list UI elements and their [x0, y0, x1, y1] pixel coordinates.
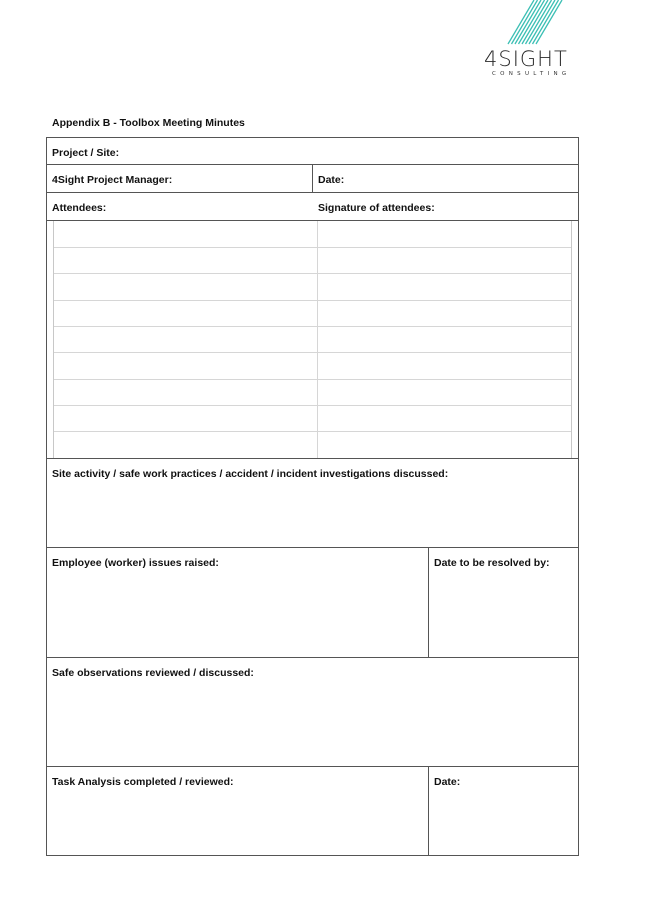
column-divider	[312, 165, 313, 192]
employee-issues-row	[46, 548, 579, 658]
project-site-label: Project / Site:	[52, 147, 120, 159]
site-activity-label: Site activity / safe work practices / accident / incident investigations discussed:	[52, 468, 449, 480]
table-row-divider	[54, 326, 571, 327]
project-site-row[interactable]	[46, 137, 579, 165]
attendees-grid	[53, 221, 572, 458]
logo-wordmark: 4SIGHT	[484, 47, 568, 71]
task-analysis-row	[46, 767, 579, 856]
date-label: Date:	[318, 174, 345, 186]
safe-observations-row[interactable]	[46, 658, 579, 767]
attendees-column-divider	[317, 221, 318, 458]
task-analysis-label: Task Analysis completed / reviewed:	[52, 776, 234, 788]
attendees-label: Attendees:	[52, 202, 107, 214]
company-logo	[484, 0, 584, 82]
date-resolved-label: Date to be resolved by:	[434, 557, 550, 569]
logo-tagline: CONSULTING	[492, 71, 571, 77]
safe-observations-label: Safe observations reviewed / discussed:	[52, 667, 254, 679]
attendees-header-row	[46, 193, 579, 221]
logo-stripes-icon	[504, 0, 566, 46]
project-manager-row	[46, 165, 579, 193]
table-row-divider	[54, 379, 571, 380]
attendees-table[interactable]	[46, 221, 579, 459]
signature-label: Signature of attendees:	[318, 202, 435, 214]
table-row-divider	[54, 247, 571, 248]
table-row-divider	[54, 431, 571, 432]
site-activity-row[interactable]	[46, 459, 579, 548]
table-row-divider	[54, 300, 571, 301]
table-row-divider	[54, 405, 571, 406]
task-date-label: Date:	[434, 776, 461, 788]
column-divider	[428, 767, 429, 855]
table-row-divider	[54, 273, 571, 274]
project-manager-label: 4Sight Project Manager:	[52, 174, 173, 186]
employee-issues-label: Employee (worker) issues raised:	[52, 557, 219, 569]
column-divider	[428, 548, 429, 657]
toolbox-meeting-form	[46, 137, 579, 856]
table-row-divider	[54, 352, 571, 353]
page-title: Appendix B - Toolbox Meeting Minutes	[52, 117, 245, 129]
